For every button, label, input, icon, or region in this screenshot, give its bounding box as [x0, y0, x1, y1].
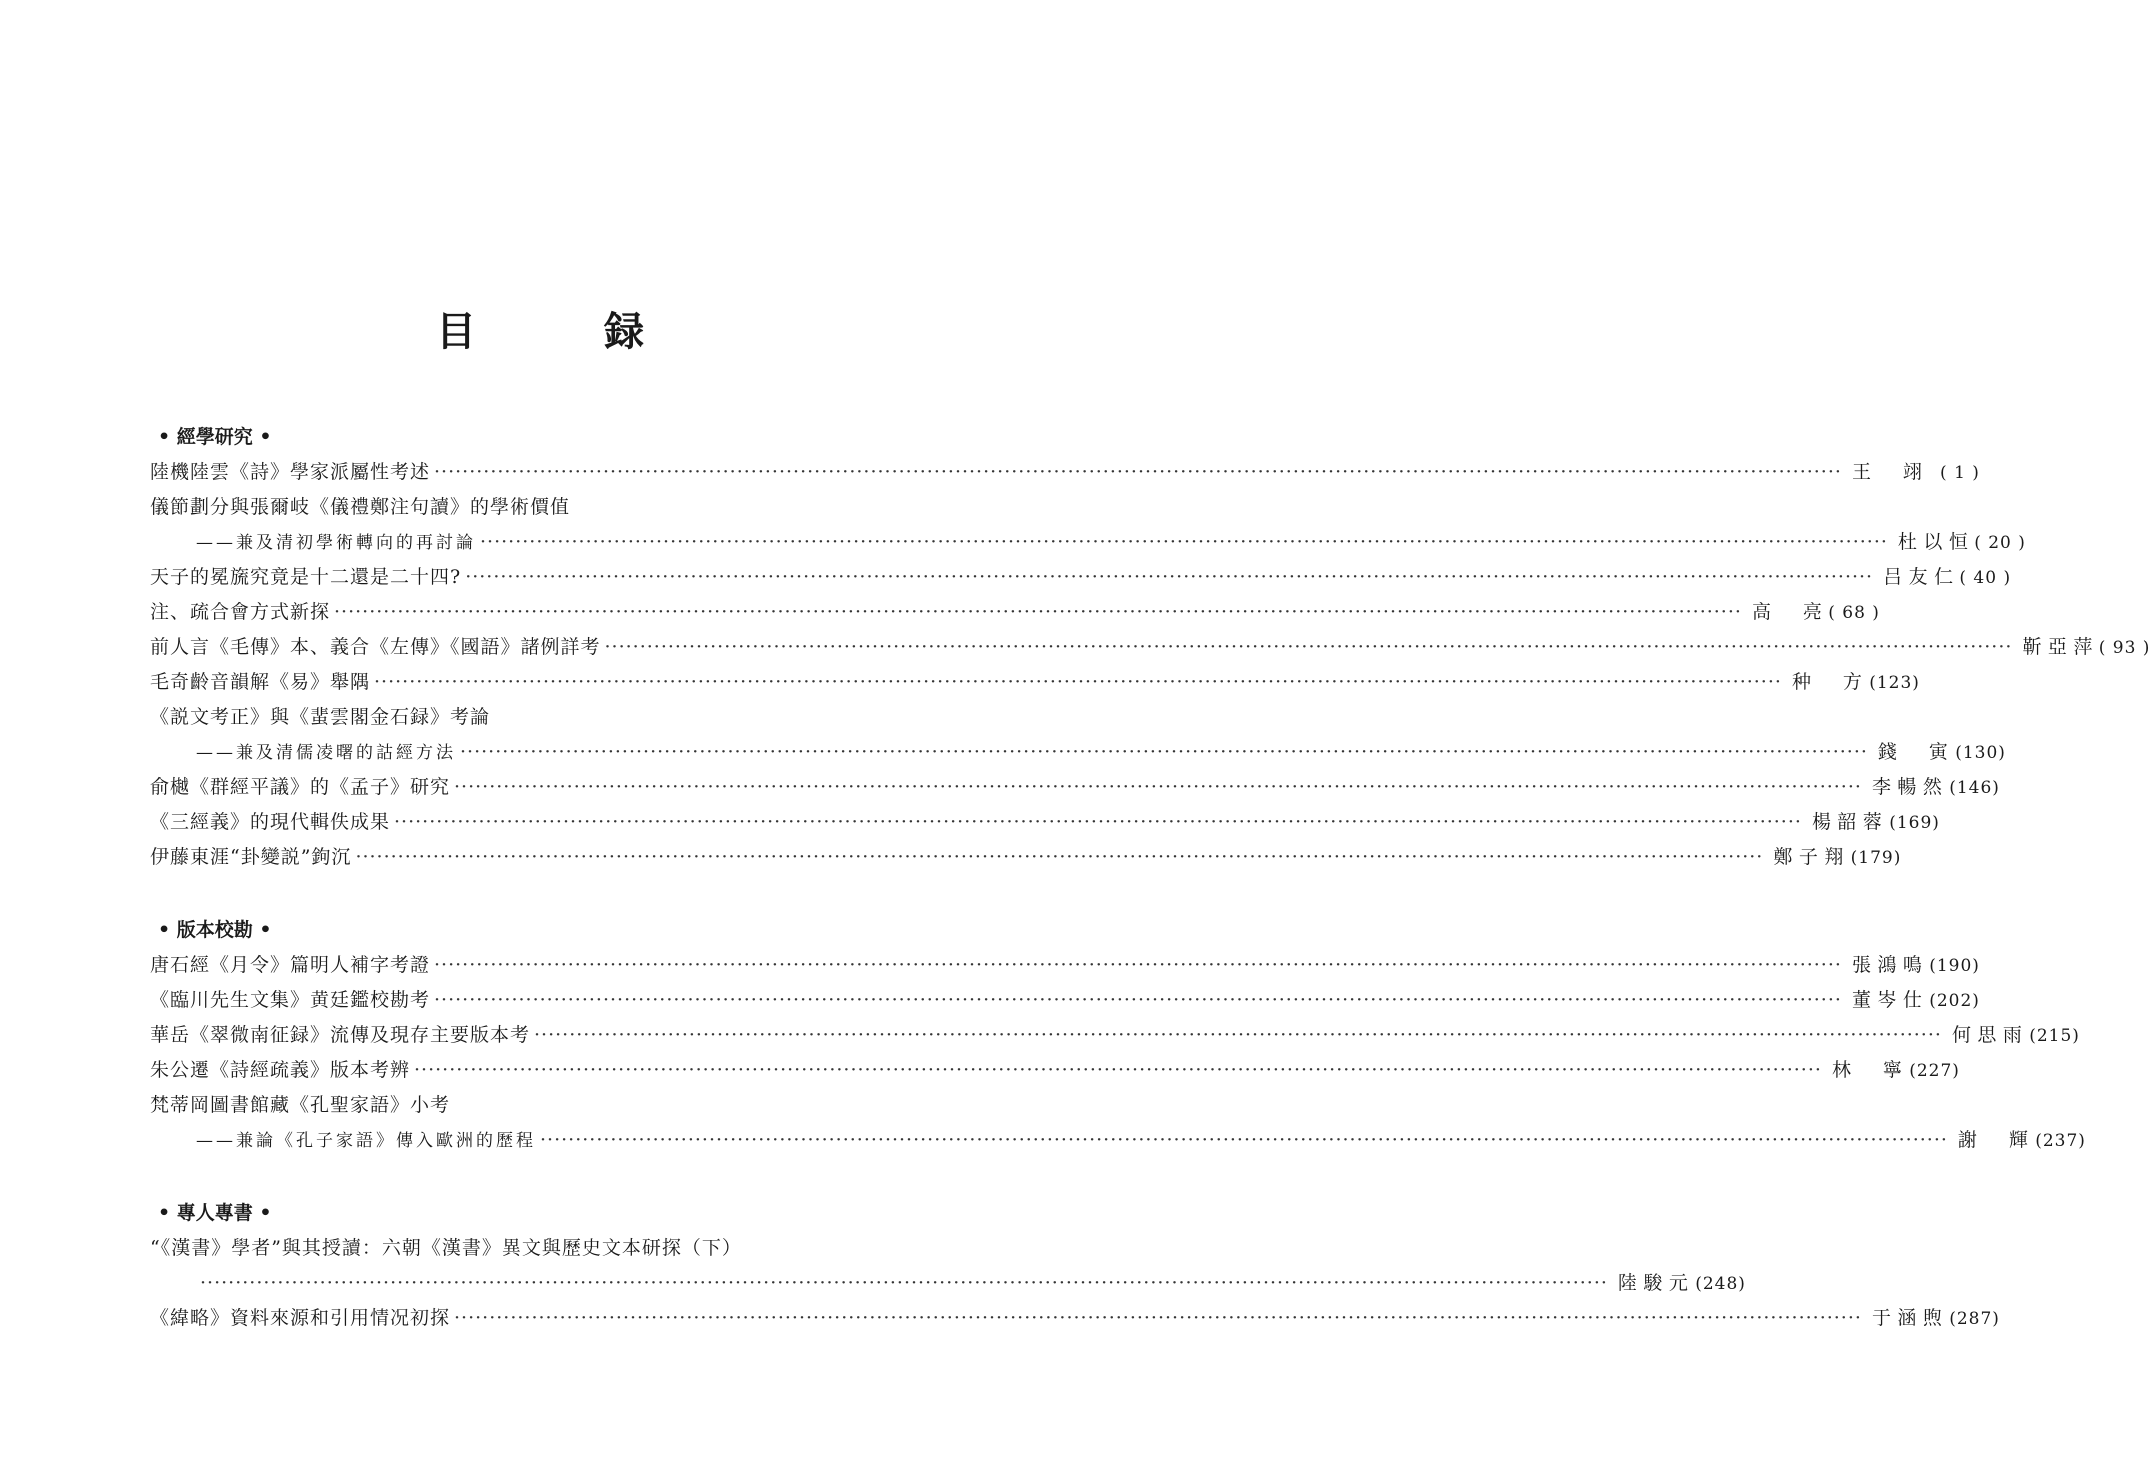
entry-page: ( 40 ): [1959, 568, 2012, 588]
leader-dots: ········································································································································································································: [480, 531, 1888, 553]
entry-author: 錢 寅: [1877, 741, 1950, 763]
entry-author: 董岑仕: [1851, 989, 1924, 1011]
entry-author: 于涵煦: [1871, 1307, 1944, 1329]
leader-dots: ········································································································································································································: [200, 1272, 1608, 1294]
toc-entry: [150, 455, 1980, 490]
entry-author: 楊韶蓉: [1811, 811, 1884, 833]
toc-entry: [150, 560, 2012, 595]
entry-title: 前人言《毛傳》本、義合《左傳》《國語》諸例詳考: [150, 636, 601, 658]
toc-entry: [150, 840, 1902, 875]
section-rows: [150, 1231, 2000, 1336]
toc-entry: [150, 1301, 2000, 1336]
toc-entry: [150, 983, 1980, 1018]
entry-author: 謝 輝: [1957, 1129, 2030, 1151]
section-header: • 專人專書 •: [158, 1202, 272, 1224]
entry-subtitle: ——兼論《孔子家語》傳入歐洲的歷程: [196, 1131, 536, 1151]
section-rows: [150, 948, 2086, 1158]
entry-title: 唐石經《月令》篇明人補字考證: [150, 954, 431, 976]
entry-title: 朱公遷《詩經疏義》版本考辨: [150, 1059, 411, 1081]
entry-author: 王 翊: [1851, 461, 1924, 483]
entry-author: 林 寧: [1831, 1059, 1904, 1081]
entry-page: (130): [1955, 743, 2006, 763]
toc-entry: [150, 805, 1940, 840]
leader-dots: ········································································································································································································: [334, 601, 1742, 623]
toc-entry-title: [150, 1231, 930, 1266]
toc-entry: [150, 1266, 1746, 1301]
entry-title: 天子的冕旒究竟是十二還是二十四?: [150, 566, 462, 588]
entry-page: ( 93 ): [2098, 638, 2150, 658]
entry-author: 杜以恒: [1897, 531, 1970, 553]
entry-title: 華岳《翠微南征録》流傳及現存主要版本考: [150, 1024, 531, 1046]
entry-title: 注、疏合會方式新探: [150, 601, 331, 623]
leader-dots: ········································································································································································································: [394, 811, 1802, 833]
entry-author: 李暢然: [1871, 776, 1944, 798]
leader-dots: ········································································································································································································: [434, 989, 1842, 1011]
section-jingxue: [150, 420, 2150, 875]
entry-title: 《緯略》資料來源和引用情况初探: [150, 1307, 451, 1329]
toc-entry: [150, 735, 2006, 770]
entry-author: 陸駿元: [1617, 1272, 1690, 1294]
entry-page: (202): [1929, 991, 1980, 1011]
entry-page: (287): [1949, 1309, 2000, 1329]
entry-author: 种 方: [1791, 671, 1864, 693]
toc-entry: [150, 1018, 2080, 1053]
entry-author: 高 亮: [1751, 601, 1824, 623]
leader-dots: ········································································································································································································: [534, 1024, 1942, 1046]
entry-page: (227): [1909, 1061, 1960, 1081]
toc-entry: [150, 630, 2150, 665]
entry-page: (237): [2035, 1131, 2086, 1151]
entry-title: “《漢書》學者”與其授讀：六朝《漢書》異文與歷史文本研探（下）: [150, 1237, 742, 1259]
toc-entry: [150, 525, 2026, 560]
section-header: • 經學研究 •: [158, 426, 272, 448]
entry-subtitle: ——兼及清初學術轉向的再討論: [196, 533, 476, 553]
leader-dots: ········································································································································································································: [465, 566, 1874, 588]
toc-entry: [150, 1123, 2086, 1158]
entry-page: (146): [1949, 778, 2000, 798]
leader-dots: ········································································································································································································: [454, 776, 1862, 798]
toc-entry: [150, 665, 1920, 700]
entry-page: (179): [1850, 848, 1902, 868]
entry-author: 靳亞萍: [2022, 636, 2095, 658]
toc-entry: [150, 595, 1880, 630]
entry-title: 陸機陸雲《詩》學家派屬性考述: [150, 461, 431, 483]
entry-title: 伊藤東涯“卦變説”鉤沉: [150, 846, 352, 868]
entry-title: 儀節劃分與張爾岐《儀禮鄭注句讀》的學術價值: [150, 496, 571, 518]
entry-title: 《三經義》的現代輯佚成果: [150, 811, 391, 833]
section-zhuanren: [150, 1196, 2000, 1336]
entry-page: (190): [1929, 956, 1980, 976]
entry-page: ( 1 ): [1940, 463, 1980, 483]
toc-content: [150, 420, 2150, 1374]
entry-page: (169): [1889, 813, 1940, 833]
leader-dots: ········································································································································································································: [355, 846, 1764, 868]
leader-dots: ········································································································································································································: [604, 636, 2013, 658]
toc-entry: [150, 770, 2000, 805]
entry-title: 梵蒂岡圖書館藏《孔聖家語》小考: [150, 1094, 451, 1116]
leader-dots: ········································································································································································································: [414, 1059, 1822, 1081]
entry-title: 《臨川先生文集》黄廷鑑校勘考: [150, 989, 431, 1011]
entry-author: 張鴻鳴: [1851, 954, 1924, 976]
section-rows: [150, 455, 2150, 875]
entry-page: (248): [1695, 1274, 1746, 1294]
entry-subtitle: ——兼及清儒凌曙的詁經方法: [196, 743, 456, 763]
section-header: • 版本校勘 •: [158, 919, 272, 941]
entry-author: 吕友仁: [1883, 566, 1956, 588]
toc-entry-title: [150, 700, 930, 735]
leader-dots: ········································································································································································································: [374, 671, 1782, 693]
toc-entry-title: [150, 1088, 930, 1123]
leader-dots: ········································································································································································································: [540, 1129, 1948, 1151]
toc-entry-title: [150, 490, 930, 525]
entry-page: ( 68 ): [1828, 603, 1880, 623]
toc-entry: [150, 1053, 1960, 1088]
entry-author: 何思雨: [1951, 1024, 2024, 1046]
entry-page: (215): [2029, 1026, 2080, 1046]
leader-dots: ········································································································································································································: [434, 461, 1842, 483]
toc-entry: [150, 948, 1980, 983]
entry-title: 俞樾《群經平議》的《孟子》研究: [150, 776, 451, 798]
leader-dots: ········································································································································································································: [434, 954, 1842, 976]
section-banben: [150, 913, 2086, 1158]
entry-page: (123): [1869, 673, 1920, 693]
entry-page: ( 20 ): [1974, 533, 2026, 553]
entry-title: 《説文考正》與《蜚雲閣金石録》考論: [150, 706, 491, 728]
page-title: 目 録: [436, 309, 688, 355]
entry-author: 鄭子翔: [1773, 846, 1846, 868]
leader-dots: ········································································································································································································: [460, 741, 1868, 763]
entry-title: 毛奇齡音韻解《易》舉隅: [150, 671, 371, 693]
leader-dots: ········································································································································································································: [454, 1307, 1862, 1329]
